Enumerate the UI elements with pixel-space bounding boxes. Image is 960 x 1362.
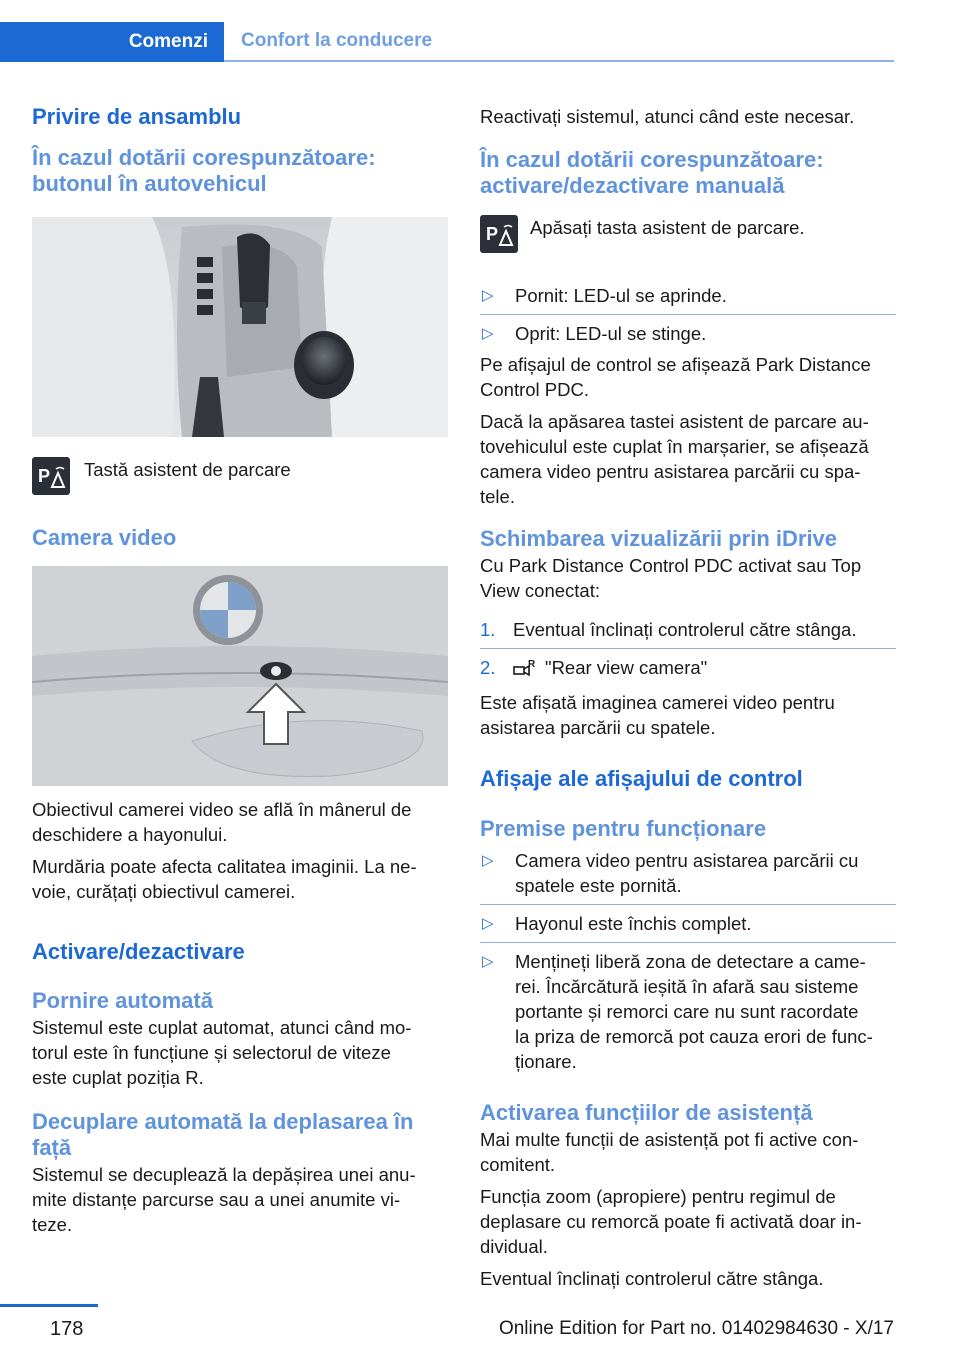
heading-camera: Camera video: [32, 525, 177, 550]
heading-line: activare/dezactivare manuală: [480, 173, 785, 198]
paragraph-auto-decouple: [32, 1162, 448, 1237]
text-line: deschidere a hayonului.: [32, 824, 228, 845]
svg-text:R: R: [528, 659, 536, 670]
paragraph-assist-3: Eventual înclinați controlerul către stânga.: [480, 1268, 824, 1289]
paragraph-image-shown: [480, 690, 896, 740]
text-line: comitent.: [480, 1154, 556, 1175]
step-number: 2.: [480, 657, 496, 678]
heading-auto-decouple: [32, 1109, 448, 1161]
text-line: Dacă la apăsarea tastei asistent de parcare au‐: [480, 411, 869, 432]
step-item: [480, 617, 896, 642]
page-number: 178: [50, 1318, 84, 1340]
step-text: Eventual înclinați controlerul către stânga.: [513, 619, 857, 640]
parking-assist-glyph: [484, 221, 514, 247]
paragraph-reverse: [480, 409, 896, 509]
text-line: deplasare cu remorcă poate fi activată doar in‐: [480, 1211, 862, 1232]
heading-line: În cazul dotării corespunzătoare:: [32, 145, 376, 170]
list-item: [480, 911, 896, 936]
text-line: Mențineți liberă zona de detectare a came‐: [515, 951, 866, 972]
caption-parking-button: [32, 457, 448, 495]
text-line: asistarea parcării cu spatele.: [480, 717, 716, 738]
text-line: Mai multe funcții de asistență pot fi active con‐: [480, 1129, 859, 1150]
triangle-bullet-icon: ▷: [482, 915, 494, 932]
rear-view-camera-icon: [513, 658, 539, 684]
right-column: [480, 100, 896, 1291]
page-header: [0, 0, 960, 66]
tab-confort-label: Confort la conducere: [241, 30, 433, 51]
text-line: mite distanțe parcurse sau a unei anumite vi‐: [32, 1189, 401, 1210]
text-line: Funcția zoom (apropiere) pentru regimul de: [480, 1186, 836, 1207]
triangle-bullet-icon: ▷: [482, 325, 494, 342]
heading-line: Decuplare automată la deplasarea în: [32, 1109, 414, 1134]
text-line: spatele este pornită.: [515, 875, 682, 896]
footer-accent-line: [0, 1304, 98, 1307]
svg-text:P: P: [486, 224, 499, 244]
divider: [480, 904, 896, 905]
center-console-photo: [32, 217, 448, 437]
paragraph-auto-start: [32, 1015, 448, 1090]
tab-comenzi-label: Comenzi: [128, 31, 208, 52]
heading-overview: Privire de ansamblu: [32, 104, 242, 129]
edition-text: Online Edition for Part no. 01402984630 - X/17: [498, 1318, 894, 1339]
text-line: Cu Park Distance Control PDC activat sau Top: [480, 555, 862, 576]
heading-assist-functions: Activarea funcțiilor de asistență: [480, 1100, 813, 1125]
bullet-text: [515, 848, 896, 898]
heading-idrive: Schimbarea vizualizării prin iDrive: [480, 526, 838, 551]
text-line: este cuplat poziția R.: [32, 1067, 204, 1088]
triangle-bullet-icon: ▷: [482, 287, 494, 304]
heading-line: butonul în autovehicul: [32, 171, 267, 196]
heading-button-in-car: [32, 145, 448, 197]
triangle-bullet-icon: ▷: [482, 852, 494, 869]
text-line: Obiectivul camerei video se află în mânerul de: [32, 799, 412, 820]
heading-prerequisites: Premise pentru funcționare: [480, 816, 767, 841]
center-console-illustration: [32, 217, 448, 437]
paragraph-camera-dirt: [32, 854, 448, 904]
press-text: Apăsați tasta asistent de parcare.: [530, 217, 805, 238]
press-parking-button-row: [480, 215, 896, 253]
paragraph-reactivate: Reactivați sistemul, atunci când este necesar.: [480, 106, 855, 127]
bullet-text: Hayonul este închis complet.: [515, 913, 752, 934]
text-line: rei. Încărcătură ieșită în afară sau sisteme: [515, 976, 859, 997]
paragraph-camera-location: [32, 797, 448, 847]
left-column: [32, 100, 448, 1237]
text-line: teze.: [32, 1214, 73, 1235]
heading-manual: [480, 147, 896, 199]
paragraph-assist-1: [480, 1127, 896, 1177]
tailgate-camera-photo: [32, 566, 448, 786]
paragraph-idrive: [480, 553, 896, 603]
triangle-bullet-icon: ▷: [482, 953, 494, 970]
paragraph-assist-2: [480, 1184, 896, 1259]
text-line: tovehiculul este cuplat în marșarier, se afișează: [480, 436, 869, 457]
list-item: [480, 848, 896, 898]
rear-view-camera-glyph: [513, 658, 539, 678]
text-line: la priza de remorcă pot cauza erori de func‐: [515, 1026, 873, 1047]
text-line: Control PDC.: [480, 379, 589, 400]
text-line: Pe afișajul de control se afișează Park Distance: [480, 354, 871, 375]
bullet-text: Oprit: LED-ul se stinge.: [515, 323, 707, 344]
text-line: voie, curățați obiectivul camerei.: [32, 881, 296, 902]
text-line: tele.: [480, 486, 515, 507]
heading-line: față: [32, 1135, 72, 1160]
list-item: [480, 321, 896, 346]
divider: [480, 314, 896, 315]
tab-comenzi[interactable]: [0, 22, 224, 62]
heading-activation: Activare/dezactivare: [32, 939, 245, 964]
text-line: View conectat:: [480, 580, 600, 601]
tailgate-camera-illustration: [32, 566, 448, 786]
list-item: [480, 283, 896, 308]
paragraph-pdc: [480, 352, 896, 402]
parking-assist-glyph: [36, 463, 66, 489]
text-line: Camera video pentru asistarea parcării cu: [515, 850, 859, 871]
bullet-text: Pornit: LED-ul se aprinde.: [515, 285, 727, 306]
text-line: Sistemul se decuplează la depășirea unei anu‐: [32, 1164, 416, 1185]
text-line: dividual.: [480, 1236, 548, 1257]
divider: [480, 648, 896, 649]
bullet-text: [515, 949, 896, 1074]
caption-text: Tastă asistent de parcare: [84, 459, 291, 480]
divider: [480, 942, 896, 943]
text-line: torul este în funcțiune și selectorul de viteze: [32, 1042, 391, 1063]
text-line: ționare.: [515, 1051, 577, 1072]
step-number: 1.: [480, 619, 496, 640]
step-text: "Rear view camera": [545, 657, 708, 678]
parking-assist-icon: [32, 457, 70, 495]
svg-text:P: P: [38, 466, 51, 486]
parking-assist-icon: [480, 215, 518, 253]
text-line: camera video pentru asistarea parcării cu spa‐: [480, 461, 861, 482]
step-item: [480, 655, 896, 684]
text-line: Murdăria poate afecta calitatea imaginii. La ne‐: [32, 856, 417, 877]
text-line: Este afișată imaginea camerei video pentru: [480, 692, 835, 713]
heading-displays: Afișaje ale afișajului de control: [480, 766, 803, 791]
text-line: portante și remorci care nu sunt racordate: [515, 1001, 859, 1022]
heading-line: În cazul dotării corespunzătoare:: [480, 147, 824, 172]
tab-confort-la-conducere[interactable]: [224, 22, 894, 62]
text-line: Sistemul este cuplat automat, atunci când mo‐: [32, 1017, 412, 1038]
heading-auto-start: Pornire automată: [32, 988, 213, 1013]
step-text-wrapper: [513, 655, 896, 684]
list-item: [480, 949, 896, 1074]
